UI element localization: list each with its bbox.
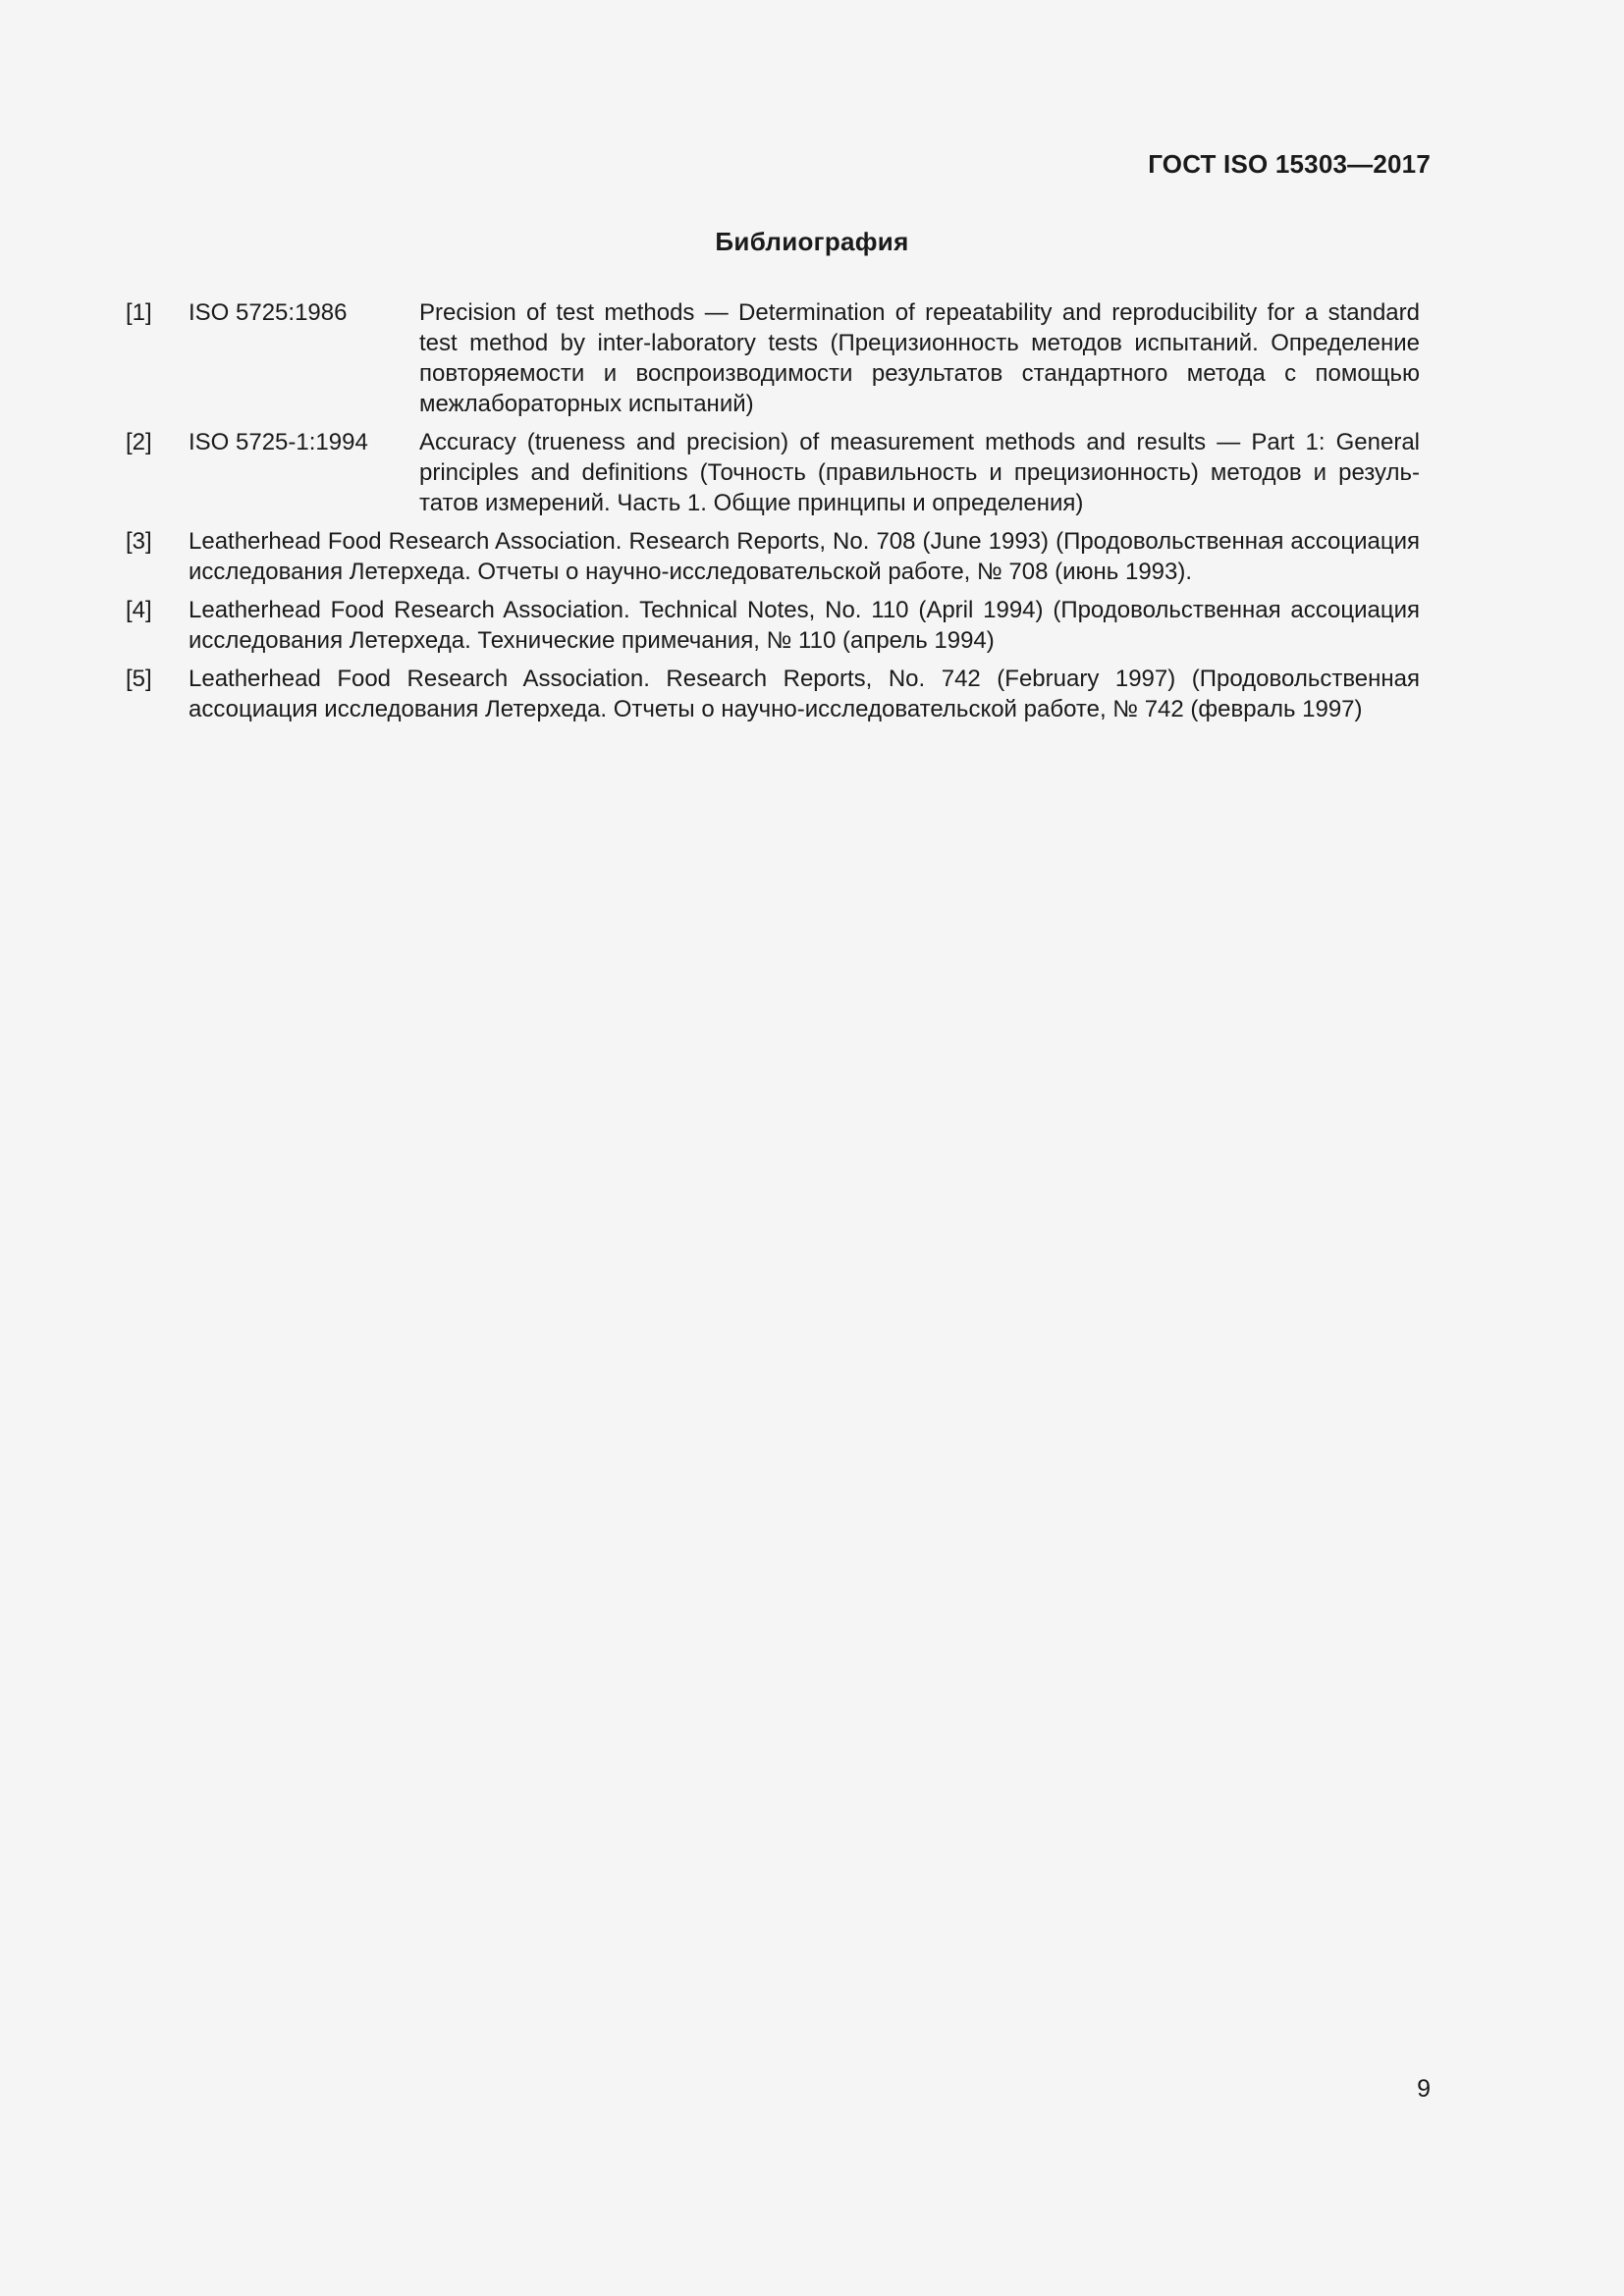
entry-description: Leatherhead Food Research Association. Research Reports, No. 708 (June 1993) (Продовольственная ассоциация исследования Летерхеда. Отчеты о научно-исследовательской работе, № 708 (июнь 1993). bbox=[189, 528, 1420, 585]
bibliography-entry-3 bbox=[126, 526, 1420, 587]
entry-number: [5] bbox=[126, 666, 152, 692]
bibliography-entry-2 bbox=[126, 427, 1420, 518]
bibliography-list bbox=[126, 297, 1420, 732]
page-number: 9 bbox=[1417, 2075, 1431, 2103]
entry-number: [2] bbox=[126, 429, 152, 455]
entry-description: Leatherhead Food Research Association. Technical Notes, No. 110 (April 1994) (Продовольственная ассоциация исследования Летерхеда. Технические примечания, № 110 (апрель 1994) bbox=[189, 597, 1420, 654]
entry-reference: ISO 5725-1:1994 bbox=[189, 429, 368, 455]
entry-description: Leatherhead Food Research Association. Research Reports, No. 742 (February 1997) (Продовольственная ассоциация исследования Летерхеда. Отчеты о научно-исследовательской работе, № 742 (февраль 1997) bbox=[189, 666, 1420, 722]
bibliography-entry-1 bbox=[126, 297, 1420, 419]
bibliography-entry-4 bbox=[126, 595, 1420, 656]
entry-number: [4] bbox=[126, 597, 152, 623]
entry-number: [3] bbox=[126, 528, 152, 555]
bibliography-entry-5 bbox=[126, 664, 1420, 724]
bibliography-title: Библиография bbox=[715, 227, 909, 256]
entry-description: Accuracy (trueness and precision) of measurement methods and results — Part 1: General principles and definitions (Точность (правильность и прецизионность) методов и результатов измерений. Часть 1. Общие принципы и определения) bbox=[419, 429, 1420, 516]
entry-reference: ISO 5725:1986 bbox=[189, 299, 348, 326]
standard-code: ГОСТ ISO 15303—2017 bbox=[1148, 149, 1431, 179]
entry-number: [1] bbox=[126, 299, 152, 326]
entry-description: Precision of test methods — Determination of repeatability and reproducibility for a standard test method by inter-laboratory tests (Прецизионность методов испытаний. Определение повторяемости и воспроизводимости результатов стандартного метода с помощью межлабораторных испытаний) bbox=[419, 299, 1420, 417]
